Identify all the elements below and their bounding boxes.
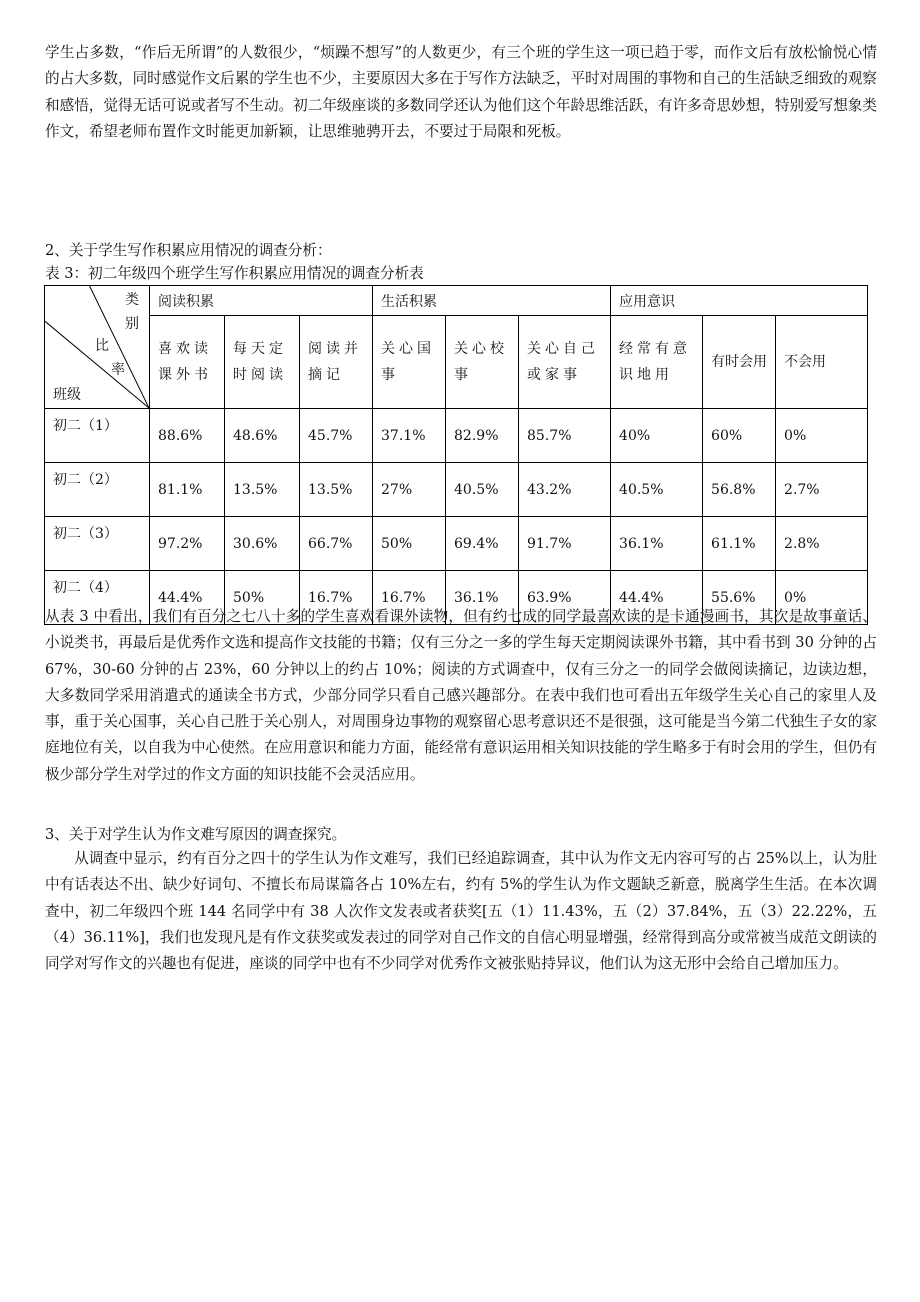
subheader-cell: 喜欢读课外书 (150, 316, 225, 409)
table-cell: 91.7% (519, 517, 611, 571)
table-cell: 60% (703, 409, 776, 463)
table-row (45, 463, 868, 517)
row-label: 初二（1） (45, 409, 150, 463)
table-cell: 82.9% (446, 409, 519, 463)
table-cell: 45.7% (300, 409, 373, 463)
table-cell: 16.7% (300, 571, 373, 625)
subheader-cell: 关心自己或家事 (519, 316, 611, 409)
subheader-cell: 经常有意识地用 (611, 316, 703, 409)
table-cell: 56.8% (703, 463, 776, 517)
survey-table (44, 285, 868, 625)
table-cell: 50% (225, 571, 300, 625)
table-cell: 66.7% (300, 517, 373, 571)
table-cell: 88.6% (150, 409, 225, 463)
corner-label-category-2: 别 (125, 316, 139, 332)
group-header-life: 生活积累 (373, 286, 611, 316)
table-cell: 40% (611, 409, 703, 463)
subheader-cell: 关心校事 (446, 316, 519, 409)
table-cell: 44.4% (150, 571, 225, 625)
table-cell: 44.4% (611, 571, 703, 625)
table-cell: 0% (776, 571, 868, 625)
intro-paragraph: 学生占多数，“作后无所谓”的人数很少，“烦躁不想写”的人数更少，有三个班的学生这一项已趋于零，而作文后有放松愉悦心情的占大多数，同时感觉作文后累的学生也不少，主要原因大多在于写作方法缺乏，平时对周围的事物和自己的生活缺乏细致的观察和感悟，觉得无话可说或者写不生动。初二年级座谈的多数同学还认为他们这个年龄思维活跃，有许多奇思妙想，特别爱写想象类作文，希望老师布置作文时能更加新颖，让思维驰骋开去，不要过于局限和死板。 (45, 44, 877, 140)
table-cell: 0% (776, 409, 868, 463)
table-cell: 48.6% (225, 409, 300, 463)
table-cell: 16.7% (373, 571, 446, 625)
table-cell: 55.6% (703, 571, 776, 625)
row-label: 初二（3） (45, 517, 150, 571)
group-header-reading: 阅读积累 (150, 286, 373, 316)
table-cell: 2.8% (776, 517, 868, 571)
table-cell: 97.2% (150, 517, 225, 571)
table-row (45, 517, 868, 571)
table-caption: 表 3：初二年级四个班学生写作积累应用情况的调查分析表 (45, 265, 424, 282)
table-cell: 27% (373, 463, 446, 517)
table-cell: 36.1% (611, 517, 703, 571)
table-cell: 40.5% (611, 463, 703, 517)
section-3-paragraph: 从调查中显示，约有百分之四十的学生认为作文难写，我们已经追踪调查，其中认为作文无内容可写的占 25%以上，认为肚中有话表达不出、缺少好词句、不擅长布局谋篇各占 10%左右，约有 5%的学生认为作文题缺乏新意，脱离学生生活。在本次调查中，初二年级四个班 144 名同学中有 38 人次作文发表或者获奖[五（1）11.43%，五（2）37.84%，五（3）22.22%，五（4）36.11%]，我们也发现凡是有作文获奖或发表过的同学对自己作文的自信心明显增强，经常得到高分或常被当成范文朗读的同学对写作文的兴趣也有促进，座谈的同学中也有不少同学对优秀作文被张贴持异议，他们认为这无形中会给自己增加压力。 (45, 850, 877, 973)
section-3-heading: 3、关于对学生认为作文难写原因的调查探究。 (45, 826, 347, 843)
table-cell: 69.4% (446, 517, 519, 571)
corner-label-ratio-2: 率 (111, 362, 125, 378)
table-cell: 43.2% (519, 463, 611, 517)
table-corner-header (45, 286, 150, 409)
row-label: 初二（4） (45, 571, 150, 625)
subheader-cell: 每天定时阅读 (225, 316, 300, 409)
subheader-cell: 关心国事 (373, 316, 446, 409)
table-cell: 13.5% (225, 463, 300, 517)
table-cell: 36.1% (446, 571, 519, 625)
table-cell: 40.5% (446, 463, 519, 517)
table-cell: 81.1% (150, 463, 225, 517)
analysis-paragraph: 从表 3 中看出，我们有百分之七八十多的学生喜欢看课外读物，但有约七成的同学最喜欢读的是卡通漫画书，其次是故事童话、小说类书，再最后是优秀作文选和提高作文技能的书籍；仅有三分之一多的学生每天定期阅读课外书籍，其中看书到 30 分钟的占 67%，30-60 分钟的占 23%，60 分钟以上的约占 10%；阅读的方式调查中，仅有三分之一的同学会做阅读摘记，边读边想，大多数同学采用消遣式的通读全书方式，少部分同学只看自己感兴趣部分。在表中我们也可看出五年级学生关心自己的家里人及事，重于关心国事，关心自己胜于关心别人，对周围身边事物的观察留心思考意识还不是很强，这可能是当今第二代独生子女的家庭地位有关，以自我为中心使然。在应用意识和能力方面，能经常有意识运用相关知识技能的学生略多于有时会用的学生，但仍有极少部分学生对学过的作文方面的知识技能不会灵活应用。 (45, 608, 877, 783)
table-cell: 2.7% (776, 463, 868, 517)
table-cell: 61.1% (703, 517, 776, 571)
subheader-cell: 阅读并摘记 (300, 316, 373, 409)
subheader-cell: 有时会用 (703, 316, 776, 409)
corner-label-ratio-1: 比 (95, 338, 109, 354)
group-header-application: 应用意识 (611, 286, 868, 316)
table-cell: 85.7% (519, 409, 611, 463)
table-row (45, 409, 868, 463)
row-label: 初二（2） (45, 463, 150, 517)
table-cell: 37.1% (373, 409, 446, 463)
subheader-cell: 不会用 (776, 316, 868, 409)
corner-label-class: 班级 (53, 387, 81, 403)
table-cell: 63.9% (519, 571, 611, 625)
table-cell: 50% (373, 517, 446, 571)
table-cell: 13.5% (300, 463, 373, 517)
corner-label-category-1: 类 (125, 292, 139, 308)
section-2-heading: 2、关于学生写作积累应用情况的调查分析： (45, 242, 332, 259)
table-cell: 30.6% (225, 517, 300, 571)
